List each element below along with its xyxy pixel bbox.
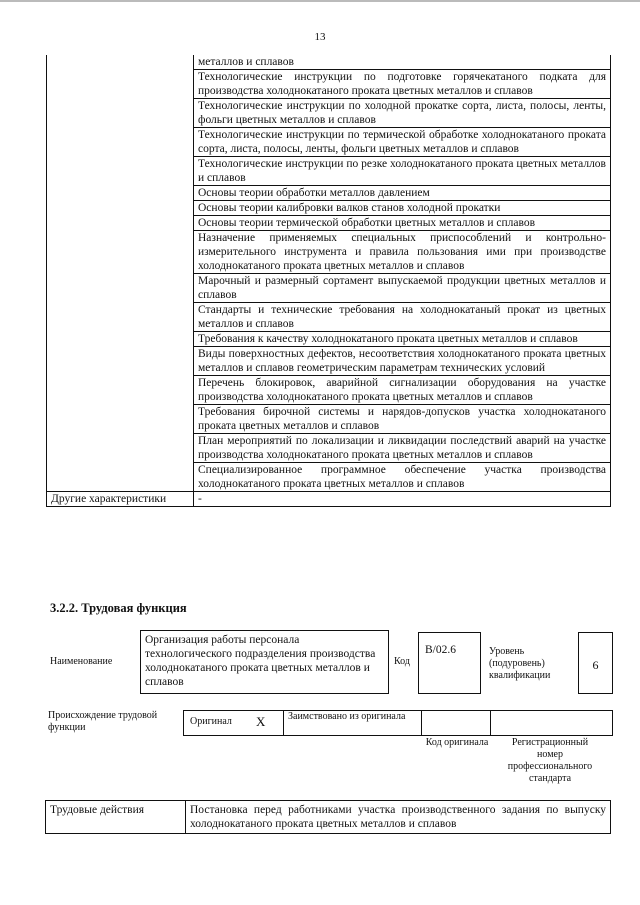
page-number: 13 xyxy=(314,31,326,43)
origin-divider xyxy=(421,711,422,735)
knowledge-item: Виды поверхностных дефектов, несоответствия холоднокатаного проката цветных металлов и сплавов геометрическим параметрам технических условий xyxy=(194,347,611,376)
knowledge-item: Технологические инструкции по холодной прокатке сорта, листа, полосы, ленты, фольги цветных металлов и сплавов xyxy=(194,99,611,128)
borrowed-label: Заимствовано из оригинала xyxy=(288,711,406,722)
knowledge-item: Технологические инструкции по резке холоднокатаного проката цветных металлов и сплавов xyxy=(194,157,611,186)
origin-table xyxy=(183,710,613,736)
original-mark: X xyxy=(256,714,266,729)
origin-label: Происхождение трудовой функции xyxy=(48,710,158,733)
scan-edge xyxy=(0,0,640,2)
other-characteristics-label: Другие характеристики xyxy=(47,492,194,507)
origin-divider xyxy=(490,711,491,735)
name-label: Наименование xyxy=(50,656,113,667)
knowledge-item: Технологические инструкции по подготовке горячекатаного подката для производства холоднокатаного проката цветных металлов и сплавов xyxy=(194,70,611,99)
code-box xyxy=(418,632,481,694)
original-label: Оригинал xyxy=(190,716,232,727)
knowledge-item: Стандарты и технические требования на холоднокатаный прокат из цветных металлов и сплавов xyxy=(194,303,611,332)
name-value: Организация работы персонала технологического подразделения производства холоднокатаного проката цветных металлов и сплавов xyxy=(145,634,376,688)
level-box xyxy=(578,632,613,694)
level-label: Уровень (подуровень) квалификации xyxy=(489,646,551,681)
knowledge-item: План мероприятий по локализации и ликвидации последствий аварий на участке производства холоднокатаного проката цветных металлов и сплавов xyxy=(194,434,611,463)
knowledge-item: Специализированное программное обеспечение участка производства холоднокатаного проката цветных металлов и сплавов xyxy=(194,463,611,492)
knowledge-item: Основы теории термической обработки цветных металлов и сплавов xyxy=(194,216,611,231)
knowledge-item: Основы теории обработки металлов давлением xyxy=(194,186,611,201)
labor-actions-value: Постановка перед работниками участка производственного задания по выпуску холоднокатаного проката цветных металлов и сплавов xyxy=(186,801,611,834)
knowledge-item: Перечень блокировок, аварийной сигнализации оборудования на участке производства холоднокатаного проката цветных металлов и сплавов xyxy=(194,376,611,405)
code-label: Код xyxy=(394,656,410,667)
code-value: В/02.6 xyxy=(425,644,456,656)
knowledge-item: Технологические инструкции по термической обработке холоднокатаного проката сорта, листа, полосы, ленты, фольги цветных металлов и сплавов xyxy=(194,128,611,157)
other-characteristics-value: - xyxy=(194,492,611,507)
knowledge-item: металлов и сплавов xyxy=(194,55,611,70)
knowledge-item: Марочный и размерный сортамент выпускаемой продукции цветных металлов и сплавов xyxy=(194,274,611,303)
registration-caption: Регистрационный номер профессионального стандарта xyxy=(507,737,593,784)
knowledge-item: Основы теории калибровки валков станов холодной прокатки xyxy=(194,201,611,216)
labor-actions-label: Трудовые действия xyxy=(46,801,186,834)
labor-actions-table xyxy=(45,800,611,834)
knowledge-left-cell xyxy=(47,55,194,492)
knowledge-table xyxy=(46,55,611,507)
section-title: 3.2.2. Трудовая функция xyxy=(50,601,187,615)
knowledge-item: Требования бирочной системы и нарядов-допусков участка холоднокатаного проката цветных металлов и сплавов xyxy=(194,405,611,434)
origin-divider xyxy=(283,711,284,735)
knowledge-item: Требования к качеству холоднокатаного проката цветных металлов и сплавов xyxy=(194,332,611,347)
name-box xyxy=(140,630,389,694)
knowledge-item: Назначение применяемых специальных приспособлений и контрольно-измерительного инструмента и правила пользования ими при производстве холоднокатаного проката цветных металлов и сплавов xyxy=(194,231,611,274)
level-value: 6 xyxy=(592,658,599,672)
code-original-caption: Код оригинала xyxy=(425,737,489,748)
